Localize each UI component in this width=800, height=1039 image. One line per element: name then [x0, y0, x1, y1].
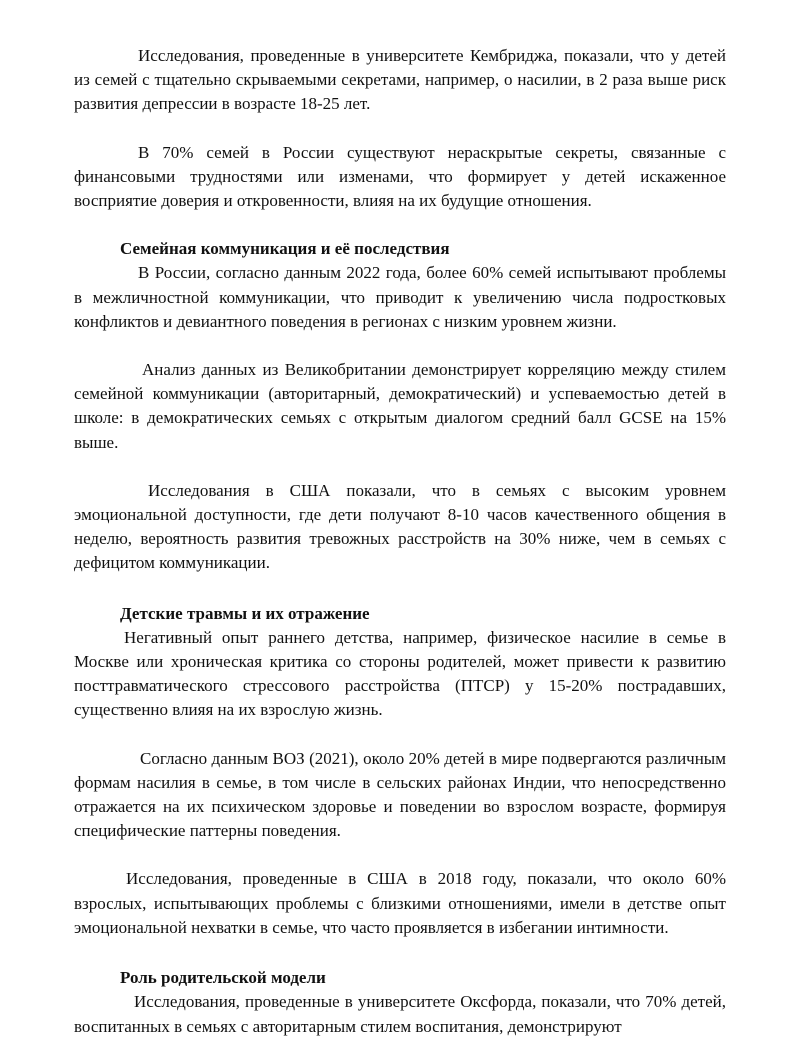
section-heading-family-communication: Семейная коммуникация и её последствия [120, 239, 450, 259]
paragraph-cambridge-study: Исследования, проведенные в университете Кембриджа, показали, что у детей из семей с тщательно скрываемыми секретами, например, о насилии, в 2 раза выше риск развития депрессии в возрасте 18-25 лет. [74, 46, 726, 114]
paragraph-uk-analysis: Анализ данных из Великобритании демонстрирует корреляцию между стилем семейной коммуникации (авторитарный, демократический) и успеваемостью детей в школе: в демократических семьях с открытым диалогом средний балл GCSE на 15% выше. [74, 360, 726, 452]
paragraph-usa-2018-study: Исследования, проведенные в США в 2018 году, показали, что около 60% взрослых, испытывающих проблемы с близкими отношениями, имели в детстве опыт эмоциональной нехватки в семье, что часто проявляется в избегании интимности. [74, 869, 726, 937]
paragraph-russia-communication: В России, согласно данным 2022 года, более 60% семей испытывают проблемы в межличностной коммуникации, что приводит к увеличению числа подростковых конфликтов и девиантного поведения в регионах с низким уровнем жизни. [74, 263, 726, 331]
paragraph-oxford-study: Исследования, проведенные в университете Оксфорда, показали, что 70% детей, воспитанных в семьях с авторитарным стилем воспитания, демонстрируют [74, 992, 726, 1036]
paragraph-usa-emotional-availability: Исследования в США показали, что в семьях с высоким уровнем эмоциональной доступности, где дети получают 8-10 часов качественного общения в неделю, вероятность развития тревожных расстройств на 30% ниже, чем в семьях с дефицитом коммуникации. [74, 480, 726, 573]
section-heading-parental-model: Роль родительской модели [120, 968, 326, 988]
section-heading-childhood-trauma: Детские травмы и их отражение [120, 603, 370, 623]
paragraph-russia-family-secrets: В 70% семей в России существуют нераскрытые секреты, связанные с финансовыми трудностями или изменами, что формирует у детей искаженное восприятие доверия и откровенности, влияя на их будущие отношения. [74, 142, 726, 211]
paragraph-who-data: Согласно данным ВОЗ (2021), около 20% детей в мире подвергаются различным формам насилия в семье, в том числе в сельских районах Индии, что непосредственно отражается на их психическом здоровье и поведении во взрослом возрасте, формируя специфические паттерны поведения. [74, 748, 726, 841]
paragraph-early-childhood-experience: Негативный опыт раннего детства, например, физическое насилие в семье в Москве или хроническая критика со стороны родителей, может привести к развитию посттравматического стрессового расстройства (ПТСР) у 15-20% пострадавших, существенно влияя на их взрослую жизнь. [74, 627, 726, 720]
